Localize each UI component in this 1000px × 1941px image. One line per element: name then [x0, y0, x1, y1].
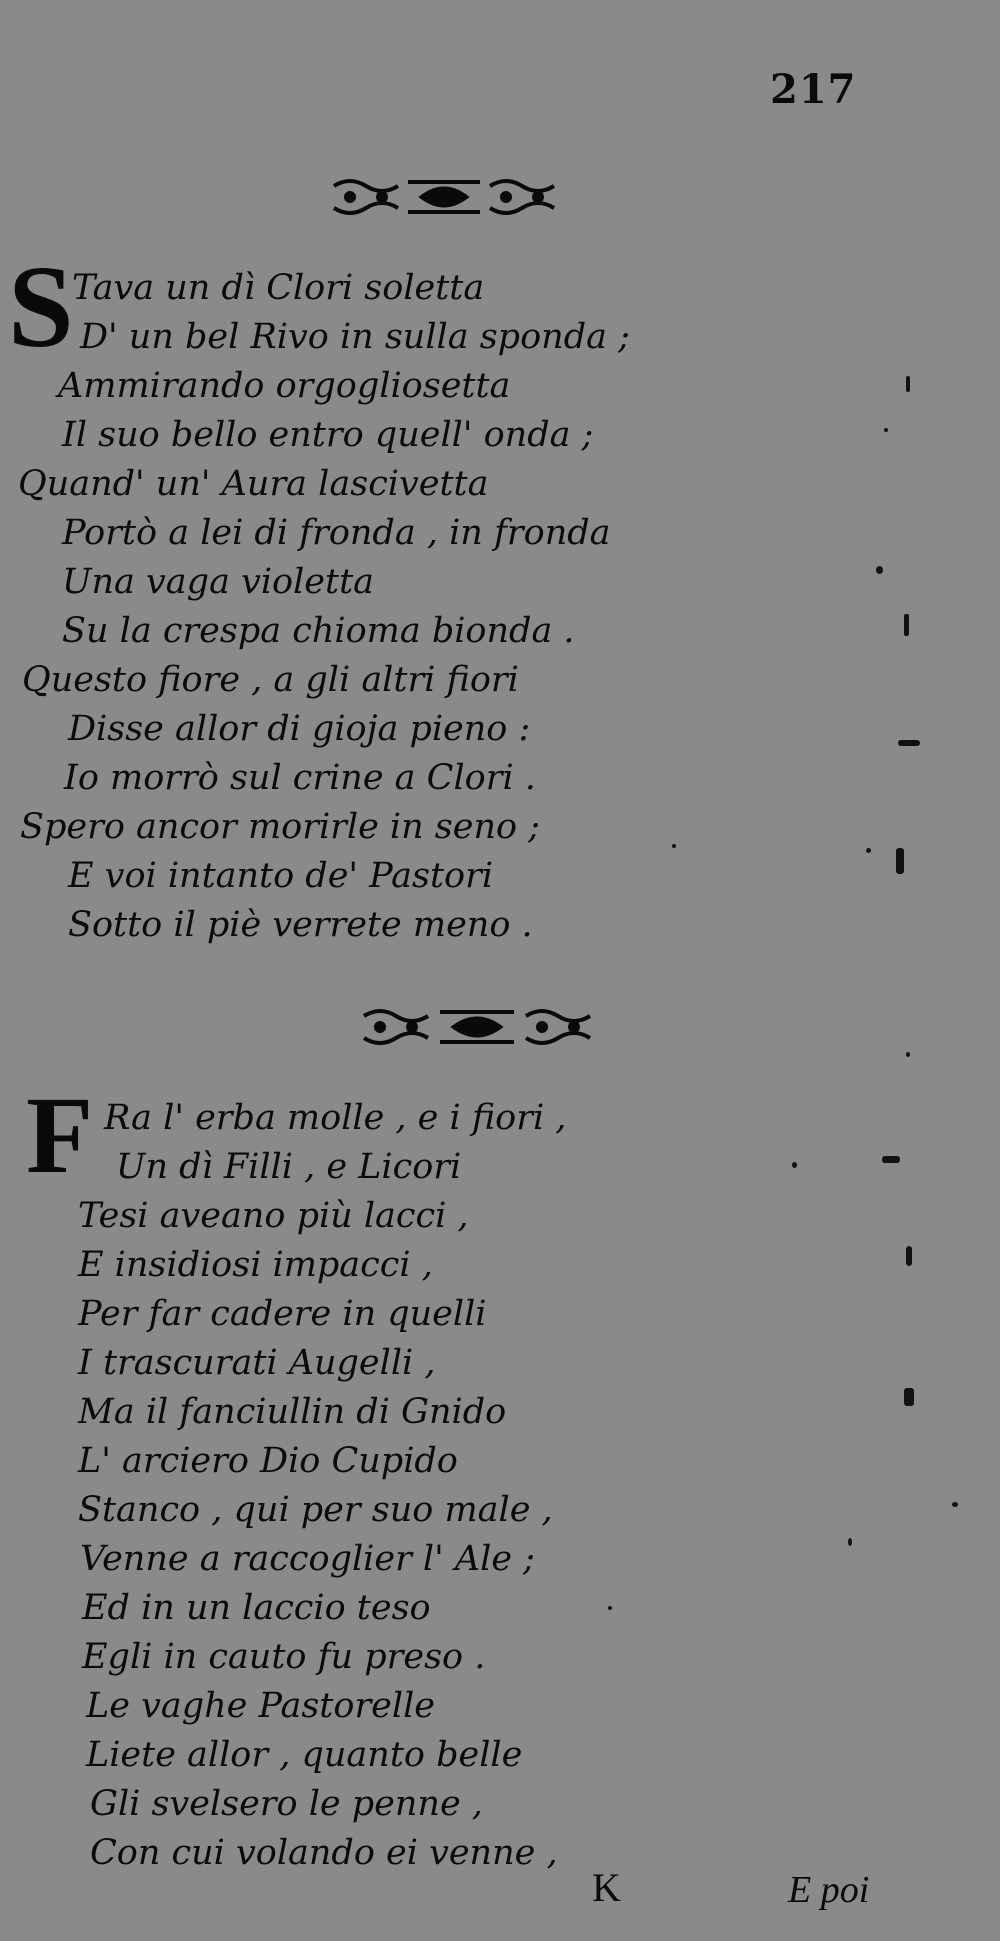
- scan-speck: [906, 1246, 912, 1266]
- poem-2-line: Ma il fanciullin di Gnido: [78, 1392, 507, 1432]
- poem-1-line: E voi intanto de' Pastori: [68, 856, 494, 896]
- poem-2: [0, 1094, 566, 1878]
- page-number: 217: [770, 66, 857, 113]
- drop-cap-f: F: [26, 1074, 94, 1196]
- scan-speck: [876, 566, 883, 574]
- scan-speck: [672, 844, 676, 848]
- poem-2-line: Liete allor , quanto belle: [86, 1735, 523, 1775]
- poem-1-line: Ammirando orgogliosetta: [58, 366, 511, 406]
- poem-1-line: Io morrò sul crine a Clori .: [64, 758, 536, 798]
- scan-speck: [952, 1502, 958, 1507]
- poem-1: [0, 264, 630, 950]
- poem-1-line: Una vaga violetta: [62, 562, 375, 602]
- poem-2-line: Ed in un laccio teso: [82, 1588, 431, 1628]
- poem-2-line: Egli in cauto fu preso .: [82, 1637, 486, 1677]
- scan-speck: [884, 428, 888, 432]
- poem-1-line: Spero ancor morirle in seno ;: [20, 807, 540, 847]
- drop-cap-s: S: [8, 241, 74, 372]
- ornament-middle-icon: [360, 1004, 594, 1052]
- poem-2-line: Venne a raccoglier l' Ale ;: [80, 1539, 535, 1579]
- scan-speck: [866, 848, 871, 853]
- scan-speck: [848, 1538, 852, 1546]
- poem-1-line: Tava un dì Clori soletta: [72, 268, 485, 308]
- poem-1-line: Disse allor di gioja pieno :: [68, 709, 531, 749]
- poem-2-line: E insidiosi impacci ,: [78, 1245, 433, 1285]
- poem-1-line: Sotto il piè verrete meno .: [68, 905, 533, 945]
- ornament-top-icon: [330, 174, 558, 222]
- scan-speck: [906, 376, 910, 392]
- scan-speck: [882, 1156, 900, 1163]
- poem-1-line: Su la crespa chioma bionda .: [62, 611, 575, 651]
- catchword: E poi: [788, 1869, 870, 1911]
- poem-2-line: I trascurati Augelli ,: [78, 1343, 436, 1383]
- poem-1-line: Il suo bello entro quell' onda ;: [62, 415, 594, 455]
- poem-2-line: Per far cadere in quelli: [78, 1294, 487, 1334]
- poem-2-line: L' arciero Dio Cupido: [78, 1441, 458, 1481]
- scan-speck: [904, 1388, 914, 1406]
- poem-2-line: Stanco , qui per suo male ,: [78, 1490, 553, 1530]
- poem-1-line: Portò a lei di fronda , in fronda: [62, 513, 611, 553]
- poem-1-line: D' un bel Rivo in sulla sponda ;: [80, 317, 630, 357]
- poem-2-line: Tesi aveano più lacci ,: [78, 1196, 469, 1236]
- poem-2-line: Un dì Filli , e Licori: [116, 1147, 462, 1187]
- poem-2-line: Gli svelsero le penne ,: [90, 1784, 483, 1824]
- scan-speck: [608, 1606, 612, 1610]
- ornament-top: [330, 174, 558, 222]
- signature-mark: K: [592, 1865, 621, 1910]
- poem-2-line: Le vaghe Pastorelle: [86, 1686, 435, 1726]
- scan-speck: [792, 1162, 797, 1168]
- poem-2-line: Con cui volando ei venne ,: [90, 1833, 558, 1873]
- ornament-middle: [360, 1004, 594, 1052]
- poem-1-line: Quand' un' Aura lascivetta: [18, 464, 489, 504]
- poem-1-line: Questo fiore , a gli altri fiori: [22, 660, 519, 700]
- scan-speck: [898, 740, 920, 746]
- scan-speck: [896, 848, 904, 874]
- poem-2-line: Ra l' erba molle , e i fiori ,: [104, 1098, 567, 1138]
- scan-speck: [906, 1052, 910, 1057]
- scan-speck: [904, 614, 909, 636]
